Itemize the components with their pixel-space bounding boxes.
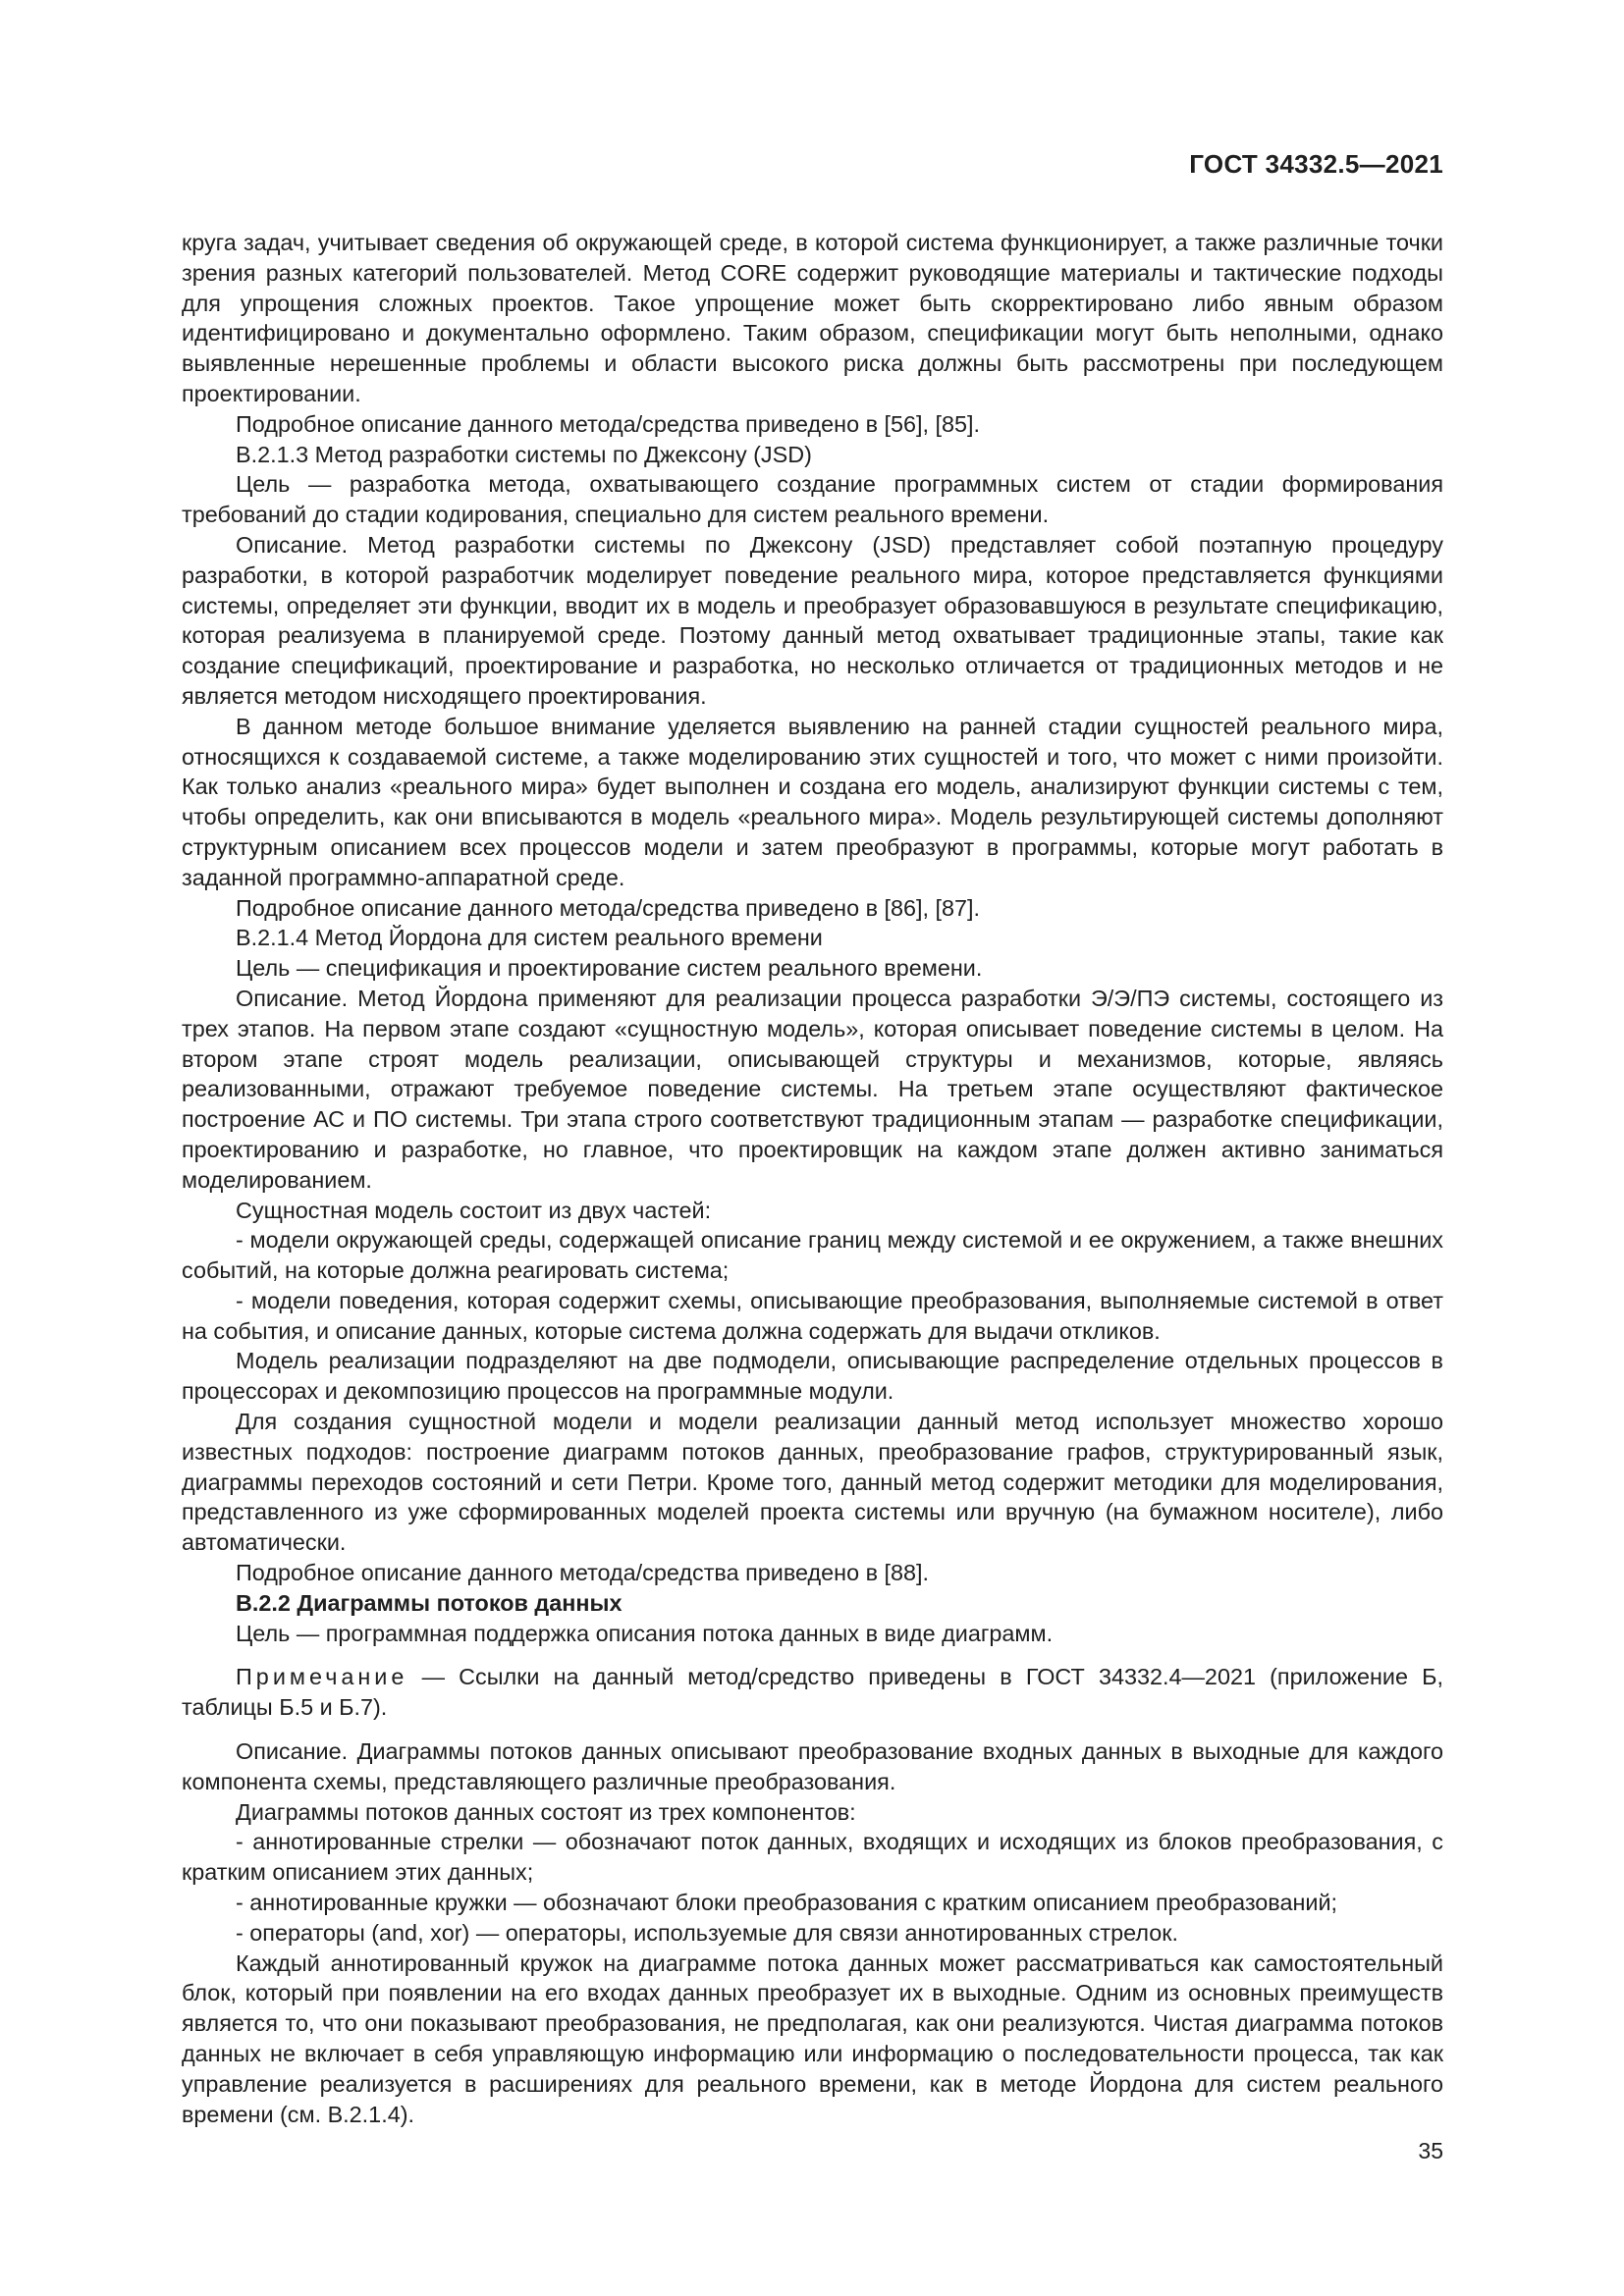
note-text: — Ссылки на данный метод/средство приведены в ГОСТ 34332.4—2021 (приложение Б, таблицы Б.5 и Б.7). <box>182 1664 1443 1721</box>
paragraph-reference-yourdon: Подробное описание данного метода/средства приведено в [88]. <box>236 1560 930 1586</box>
paragraph-core-continuation: круга задач, учитывает сведения об окружающей среде, в которой система функционирует, а также различные точки зрения разных категорий пользователей. Метод CORE содержит руководящие материалы и тактические подходы для упрощения сложных проектов. Такое упрощение может быть скорректировано либо явным образом идентифицировано и документально оформлено. Таким образом, спецификации могут быть неполными, однако выявленные нерешенные проблемы и области высокого риска должны быть рассмотрены при последующем проектировании. <box>182 230 1443 406</box>
note-label: Примечание <box>236 1664 408 1690</box>
document-body <box>182 228 1443 2129</box>
note-paragraph <box>182 1662 1443 1723</box>
list-item-environment-model: - модели окружающей среды, содержащей описание границ между системой и ее окружением, а также внешних событий, на которые должна реагировать система; <box>182 1227 1443 1284</box>
list-item-annotated-arrows: - аннотированные стрелки — обозначают поток данных, входящих и исходящих из блоков преобразования, с кратким описанием этих данных; <box>182 1829 1443 1886</box>
paragraph-essential-model: Сущностная модель состоит из двух частей: <box>236 1197 712 1223</box>
paragraph-jsd-entities: В данном методе большое внимание уделяется выявлению на ранней стадии сущностей реального мира, относящихся к создаваемой системе, а также моделированию этих сущностей и того, что может с ними произойти. Как только анализ «реального мира» будет выполнен и создана его модель, анализируют функции системы с тем, чтобы определить, как они вписываются в модель «реального мира». Модель результирующей системы дополняют структурным описанием всех процессов модели и затем преобразуют в программы, которые могут работать в заданной программно-аппаратной среде. <box>182 713 1443 890</box>
paragraph-reference-jsd: Подробное описание данного метода/средства приведено в [86], [87]. <box>236 894 981 921</box>
paragraph-implementation-model: Модель реализации подразделяют на две подмодели, описывающие распределение отдельных процессов в процессорах и декомпозицию процессов на программные модули. <box>182 1348 1443 1405</box>
document-number-header: ГОСТ 34332.5—2021 <box>1189 149 1443 179</box>
section-heading-b22: В.2.2 Диаграммы потоков данных <box>236 1589 623 1616</box>
paragraph-reference-core: Подробное описание данного метода/средства приведено в [56], [85]. <box>236 410 981 437</box>
paragraph-jsd-description: Описание. Метод разработки системы по Джексону (JSD) представляет собой поэтапную процедуру разработки, в которой разработчик моделирует поведение реального мира, которое представляется функциями системы, определяет эти функции, вводит их в модель и преобразует образовавшуюся в результате спецификацию, которая реализуема в планируемой среде. Поэтому данный метод охватывает традиционные этапы, такие как создание спецификаций, проектирование и разработка, но несколько отличается от традиционных методов и не является методом нисходящего проектирования. <box>182 531 1443 709</box>
paragraph-dfd-circle-blocks: Каждый аннотированный кружок на диаграмме потока данных может рассматриваться как самостоятельный блок, который при появлении на его входах данных преобразует их в выходные. Одним из основных преимуществ является то, что они показывают преобразования, не предполагая, как они реализуются. Чистая диаграмма потоков данных не включает в себя управляющую информацию или информацию о последовательности процесса, так как управление реализуется в расширениях для реального времени, как в методе Йордона для систем реального времени (см. В.2.1.4). <box>182 1949 1443 2127</box>
paragraph-jsd-goal: Цель — разработка метода, охватывающего создание программных систем от стадии формирования требований до стадии кодирования, специально для систем реального времени. <box>182 471 1443 528</box>
section-heading-b213: В.2.1.3 Метод разработки системы по Джексону (JSD) <box>236 441 812 467</box>
paragraph-dfd-description: Описание. Диаграммы потоков данных описывают преобразование входных данных в выходные для каждого компонента схемы, представляющего различные преобразования. <box>182 1738 1443 1794</box>
section-heading-b214: В.2.1.4 Метод Йордона для систем реального времени <box>236 925 823 951</box>
paragraph-yourdon-approaches: Для создания сущностной модели и модели реализации данный метод использует множество хорошо известных подходов: построение диаграмм потоков данных, преобразование графов, структурированный язык, диаграммы переходов состояний и сети Петри. Кроме того, данный метод содержит методики для моделирования, представленного из уже сформированных моделей проекта системы или вручную (на бумажном носителе), либо автоматически. <box>182 1409 1443 1556</box>
list-item-behavior-model: - модели поведения, которая содержит схемы, описывающие преобразования, выполняемые системой в ответ на события, и описание данных, которые система должна содержать для выдачи откликов. <box>182 1287 1443 1344</box>
paragraph-yourdon-goal: Цель — спецификация и проектирование систем реального времени. <box>236 955 983 982</box>
list-item-operators: - операторы (and, xor) — операторы, используемые для связи аннотированных стрелок. <box>236 1919 1178 1946</box>
paragraph-dfd-goal: Цель — программная поддержка описания потока данных в виде диаграмм. <box>236 1620 1054 1646</box>
list-item-annotated-circles: - аннотированные кружки — обозначают блоки преобразования с кратким описанием преобразований; <box>236 1890 1338 1916</box>
paragraph-dfd-components: Диаграммы потоков данных состоят из трех компонентов: <box>236 1798 856 1825</box>
paragraph-yourdon-description: Описание. Метод Йордона применяют для реализации процесса разработки Э/Э/ПЭ системы, состоящего из трех этапов. На первом этапе создают «сущностную модель», которая описывает поведение системы в целом. На втором этапе строят модель реализации, описывающей структуры и механизмов, которые, являясь реализованными, отражают требуемое поведение системы. На третьем этапе осуществляют фактическое построение АС и ПО системы. Три этапа строго соответствуют традиционным этапам — разработке спецификации, проектированию и разработке, но главное, что проектировщик на каждом этапе должен активно заниматься моделированием. <box>182 985 1443 1193</box>
page-number: 35 <box>1418 2138 1443 2163</box>
